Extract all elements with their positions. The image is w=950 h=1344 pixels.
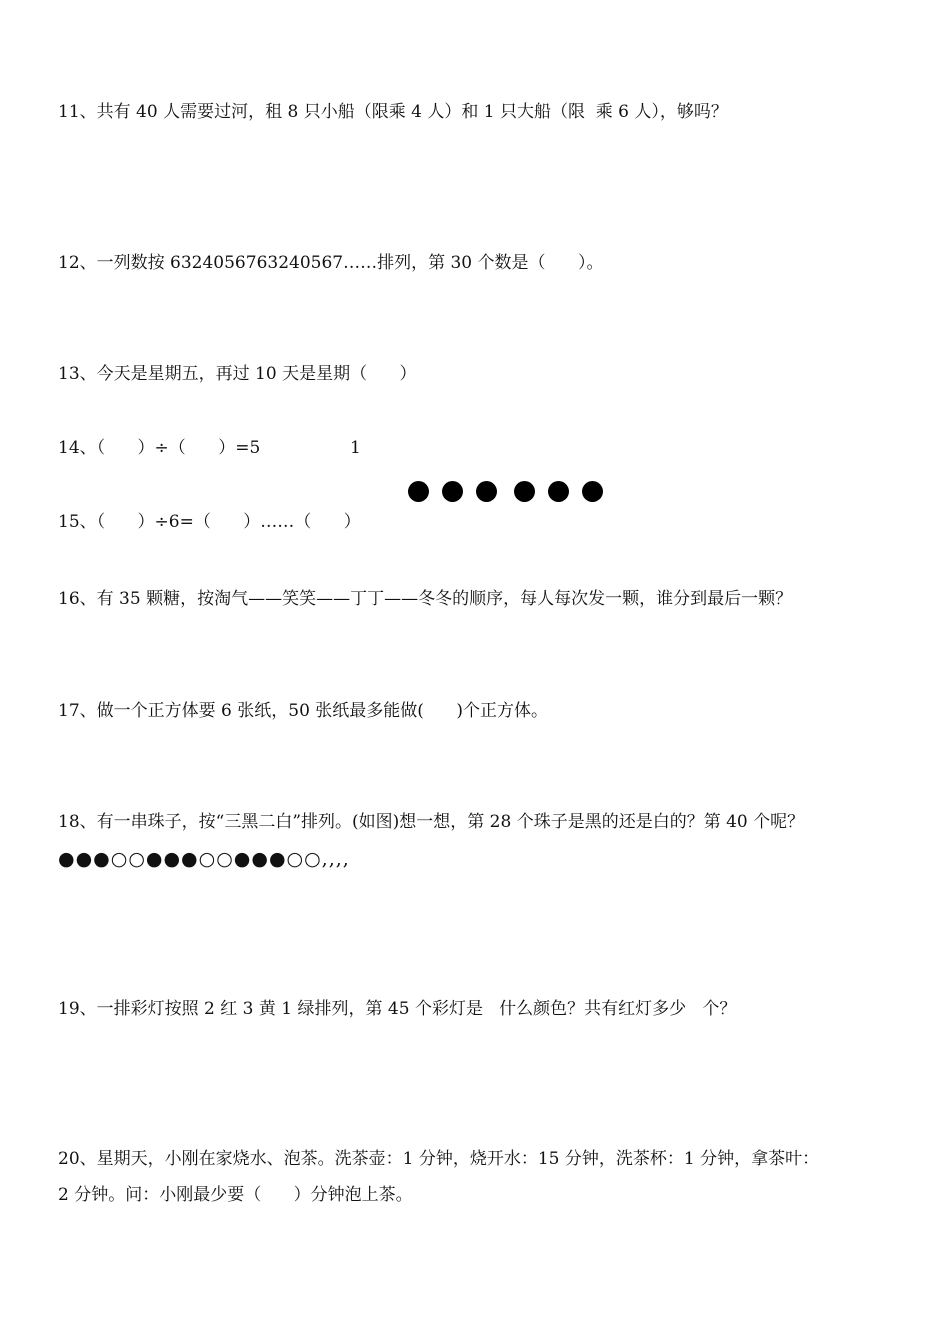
question-19: 19、一排彩灯按照 2 红 3 黄 1 绿排列，第 45 个彩灯是 什么颜色？共有红灯多少 个？ <box>58 999 737 1019</box>
question-20-line-2: 2 分钟。问：小刚最少要（ ）分钟泡上茶。 <box>58 1185 413 1205</box>
question-15: 15、（ ）÷6=（ ）……（ ） <box>58 512 361 532</box>
question-14-extra: 1 <box>350 438 361 458</box>
question-14: 14、（ ）÷（ ）=5 <box>58 438 261 458</box>
question-12: 12、一列数按 6324056763240567……排列，第 30 个数是（ ）。 <box>58 253 604 273</box>
question-17: 17、做一个正方体要 6 张纸，50 张纸最多能做( )个正方体。 <box>58 701 548 721</box>
black-dot <box>582 481 603 502</box>
black-dot <box>548 481 569 502</box>
question-13: 13、今天是星期五，再过 10 天是星期（ ） <box>58 364 417 384</box>
question-11: 11、共有 40 人需要过河，租 8 只小船（限乘 4 人）和 1 只大船（限 乘 6 人），够吗？ <box>58 102 728 122</box>
question-18: 18、有一串珠子，按“三黑二白”排列。(如图)想一想，第 28 个珠子是黑的还是白的？第 40 个呢？ <box>58 812 805 832</box>
question-18-beads: ●●●○○●●●○○●●●○○,,,, <box>58 848 350 870</box>
black-dot <box>476 481 497 502</box>
black-dot <box>408 481 429 502</box>
question-20-line-1: 20、星期天，小刚在家烧水、泡茶。洗茶壶：1 分钟，烧开水：15 分钟，洗茶杯：1 分钟，拿茶叶： <box>58 1149 820 1169</box>
black-dots-figure <box>408 481 603 502</box>
black-dot <box>514 481 535 502</box>
black-dot <box>442 481 463 502</box>
question-16: 16、有 35 颗糖，按淘气——笑笑——丁丁——冬冬的顺序，每人每次发一颗，谁分到最后一颗？ <box>58 589 793 609</box>
